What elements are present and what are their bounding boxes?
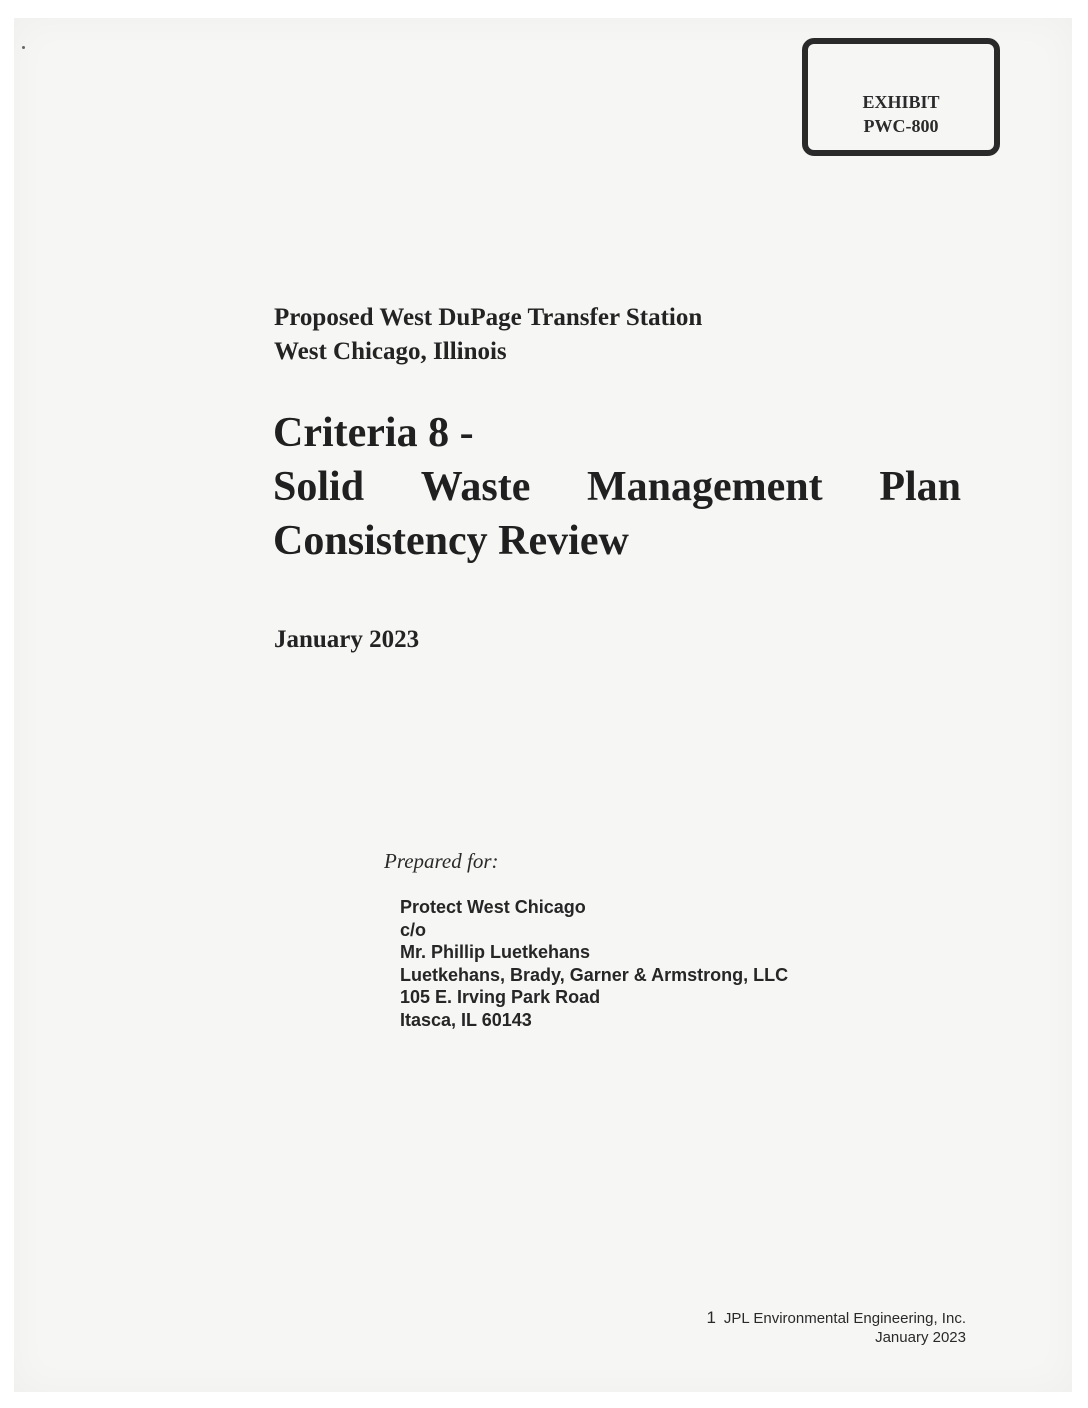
title-word: Waste	[420, 464, 531, 510]
scan-speck	[22, 46, 25, 49]
address-line: Luetkehans, Brady, Garner & Armstrong, LLC	[400, 964, 789, 985]
document-title	[273, 406, 961, 568]
title-line-2	[273, 460, 961, 514]
page-number: 1	[706, 1308, 716, 1327]
address-line: c/o	[400, 919, 427, 940]
exhibit-number: PWC-800	[863, 116, 939, 136]
exhibit-stamp	[802, 38, 1000, 156]
page-footer	[706, 1308, 966, 1347]
title-word: Management	[587, 464, 823, 510]
address-line: Protect West Chicago	[400, 897, 586, 917]
address-line: 105 E. Irving Park Road	[400, 987, 601, 1008]
title-line-1: Criteria 8 -	[273, 410, 474, 456]
exhibit-label: EXHIBIT	[862, 92, 940, 112]
title-word: Solid	[273, 464, 365, 510]
footer-company: JPL Environmental Engineering, Inc.	[723, 1310, 966, 1327]
document-date: January 2023	[274, 626, 420, 653]
project-heading	[274, 301, 974, 369]
project-name: Proposed West DuPage Transfer Station	[274, 304, 703, 331]
document-page	[14, 18, 1072, 1392]
footer-company-line	[706, 1308, 966, 1328]
prepared-for-label: Prepared for:	[384, 849, 499, 873]
project-location: West Chicago, Illinois	[274, 338, 507, 365]
address-line: Mr. Phillip Luetkehans	[400, 942, 591, 963]
title-word: Plan	[879, 464, 961, 510]
address-line: Itasca, IL 60143	[400, 1009, 532, 1030]
footer-date: January 2023	[875, 1329, 966, 1346]
client-address	[400, 896, 788, 1032]
title-line-3: Consistency Review	[273, 518, 629, 564]
